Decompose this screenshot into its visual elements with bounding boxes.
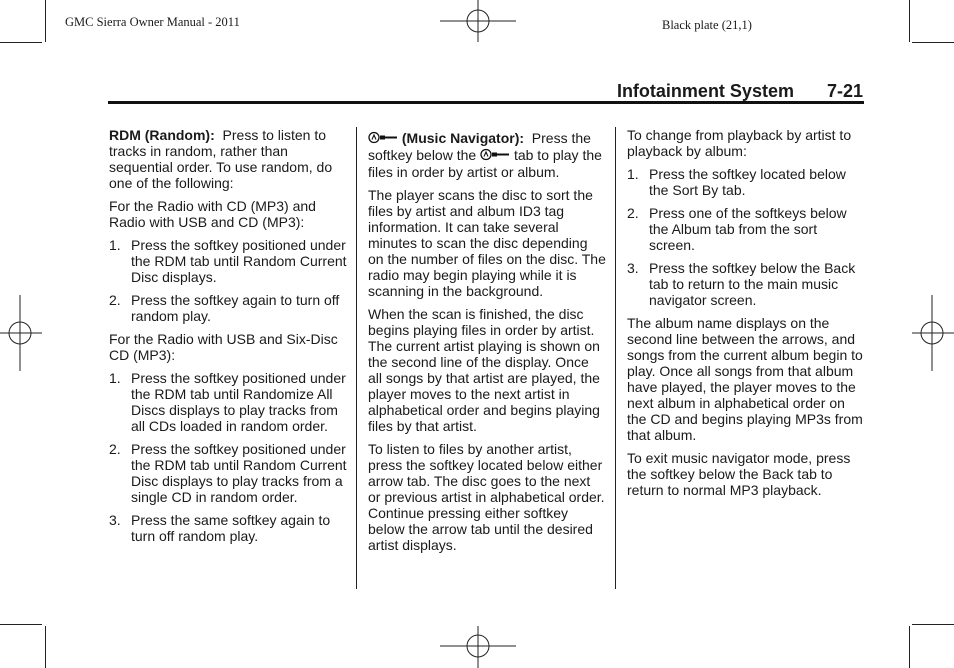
music-navigator-icon xyxy=(368,131,398,147)
step-text: Press the softkey positioned under the RDM tab until Random Current Disc displays to play tracks from a single CD in random order. xyxy=(131,441,347,505)
list-item xyxy=(109,441,349,505)
list-item xyxy=(627,260,865,308)
list-item xyxy=(109,370,349,434)
crop-mark xyxy=(45,626,46,668)
scan-paragraph: The player scans the disc to sort the files by artist and album ID3 tag information. It can take several minutes to scan the disc depending on the number of files on the disc. The radio may begin playing while it is scanning in the background. xyxy=(368,187,606,299)
step-number: 2. xyxy=(109,292,121,308)
rdm-paragraph xyxy=(109,127,349,191)
step-number: 3. xyxy=(109,512,121,528)
plate-label: Black plate (21,1) xyxy=(662,18,752,32)
crop-mark xyxy=(0,624,42,625)
radio-cd-intro: For the Radio with CD (MP3) and Radio with USB and CD (MP3): xyxy=(109,198,316,230)
column-1 xyxy=(109,127,349,551)
crop-mark xyxy=(0,42,42,43)
six-disc-steps xyxy=(109,370,349,544)
crop-mark xyxy=(45,0,46,42)
rdm-text: Press to listen to tracks in random, rather than sequential order. To use random, do one of the following: xyxy=(109,127,333,191)
header-rule xyxy=(108,101,864,104)
step-number: 1. xyxy=(109,237,121,253)
list-item xyxy=(109,512,349,544)
list-item xyxy=(109,292,349,324)
step-text: Press the softkey again to turn off random play. xyxy=(131,292,340,324)
step-text: Press the softkey positioned under the RDM tab until Randomize All Discs displays to play tracks from all CDs loaded in random order. xyxy=(131,370,346,434)
album-paragraph: The album name displays on the second line between the arrows, and songs from the current album begin to play. Once all songs from that album have played, the player moves to the next album in alphabetical order on the CD and begins playing MP3s from that album. xyxy=(627,315,863,443)
radio-cd-steps xyxy=(109,237,349,324)
music-navigator-label: (Music Navigator): xyxy=(401,130,525,146)
exit-navigator-paragraph: To exit music navigator mode, press the softkey below the Back tab to return to normal MP3 playback. xyxy=(627,450,851,498)
music-navigator-paragraph xyxy=(368,130,606,180)
step-text: Press the softkey located below the Sort By tab. xyxy=(649,166,846,198)
scan-finished-paragraph: When the scan is finished, the disc begins playing files in order by artist. The current artist playing is shown on the second line of the display. Once all songs by that artist are played, the player moves to the next artist in alphabetical order and begins playing files by that artist. xyxy=(368,306,600,434)
six-disc-intro: For the Radio with USB and Six-Disc CD (MP3): xyxy=(109,331,338,363)
another-artist-paragraph: To listen to files by another artist, press the softkey located below either arrow tab. The disc goes to the next or previous artist in alphabetical order. Continue pressing either softkey below the arrow tab until the desired artist displays. xyxy=(368,441,605,553)
crop-mark xyxy=(912,624,954,625)
crop-mark xyxy=(912,42,954,43)
column-divider xyxy=(615,127,616,589)
step-text: Press the same softkey again to turn off random play. xyxy=(131,512,331,544)
list-item xyxy=(627,166,865,198)
list-item xyxy=(109,237,349,285)
step-text: Press the softkey below the Back tab to return to the main music navigator screen. xyxy=(649,260,856,308)
registration-mark-right xyxy=(912,295,954,371)
crop-mark xyxy=(909,0,910,42)
registration-mark-top xyxy=(440,0,516,42)
album-steps xyxy=(627,166,865,308)
column-3 xyxy=(627,127,865,505)
registration-mark-left xyxy=(0,295,42,371)
step-number: 1. xyxy=(627,166,639,182)
column-divider xyxy=(356,127,357,589)
music-navigator-text-b: tab to play the files in order by artist or album. xyxy=(368,147,602,180)
page-number: 7-21 xyxy=(826,81,863,101)
column-2 xyxy=(368,130,606,560)
crop-mark xyxy=(909,626,910,668)
section-title: Infotainment System xyxy=(616,81,794,101)
music-navigator-text-a: Press the softkey below the xyxy=(368,130,591,163)
manual-title: GMC Sierra Owner Manual - 2011 xyxy=(65,15,240,29)
step-number: 2. xyxy=(627,205,639,221)
rdm-label: RDM (Random): xyxy=(109,127,215,143)
step-number: 1. xyxy=(109,370,121,386)
registration-mark-bottom xyxy=(440,626,516,668)
section-header xyxy=(617,81,863,102)
list-item xyxy=(627,205,865,253)
change-playback-paragraph: To change from playback by artist to playback by album: xyxy=(627,127,852,159)
step-number: 2. xyxy=(109,441,121,457)
step-text: Press the softkey positioned under the RDM tab until Random Current Disc displays. xyxy=(131,237,347,285)
step-text: Press one of the softkeys below the Album tab from the sort screen. xyxy=(649,205,847,253)
music-navigator-icon xyxy=(480,148,510,164)
step-number: 3. xyxy=(627,260,639,276)
